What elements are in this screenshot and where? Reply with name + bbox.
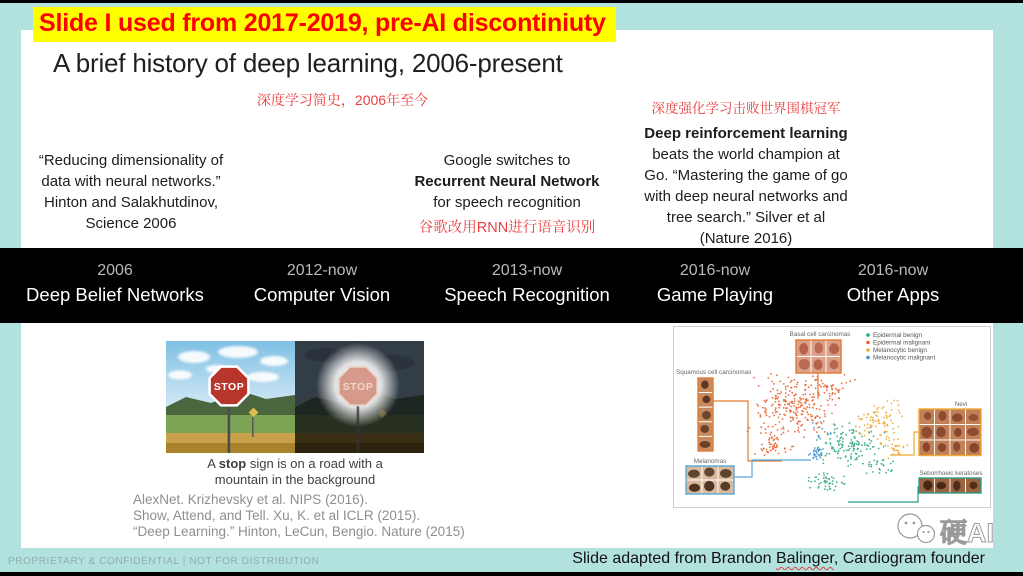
highlight-banner: Slide I used from 2017-2019, pre-AI discontiniuty [33, 7, 616, 42]
timeline-year: 2006 [97, 262, 133, 279]
stop-sign-figure [166, 341, 424, 453]
callout-label-squamous: Squamous cell carcinomas [676, 369, 752, 376]
stop-photo-attention [295, 341, 424, 453]
annotation-line-bold: Deep reinforcement learning [644, 125, 848, 142]
confidential-footer: PROPRIETARY & CONFIDENTIAL | NOT FOR DISTRIBUTION [8, 556, 320, 567]
wechat-logo-icon [898, 514, 935, 543]
watermark [888, 508, 994, 550]
legend-swatch [866, 356, 870, 360]
timeline-label: Speech Recognition [444, 284, 610, 305]
annotation-alphago [630, 123, 862, 249]
legend-swatch [866, 348, 870, 352]
misspelled-name: Balinger [775, 550, 834, 567]
legend-label: Epidermal malignant [873, 339, 931, 347]
annotation-google-rnn [377, 150, 637, 239]
title-zh-annotation: 深度学习简史，2006年至今 [256, 92, 429, 108]
annotation-line: Science 2006 [85, 215, 177, 232]
annotation-line: Hinton and Salakhutdinov, [43, 194, 218, 211]
callout-label-melanomas: Melanomas [693, 458, 727, 465]
timeline-year: 2016-now [857, 262, 929, 279]
annotation-alphago-zh: 深度强化学习击败世界围棋冠军 [651, 101, 841, 116]
annotation-zh: 谷歌改用RNN进行语音识别 [418, 220, 596, 236]
annotation-line: tree search.” Silver et al [666, 209, 826, 226]
top-black-strip [0, 0, 1023, 3]
attribution-footer: Slide adapted from Brandon Balinger, Cardiogram founder [572, 550, 985, 567]
timeline-label: Computer Vision [253, 284, 391, 305]
callout-connector [890, 432, 919, 455]
legend-swatch [866, 341, 870, 345]
annotation-line-bold: Recurrent Neural Network [414, 173, 600, 190]
timeline-item-cv [254, 260, 390, 307]
callout-connector [848, 487, 919, 502]
legend-label: Epidermal benign [873, 332, 923, 340]
timeline-label: Other Apps [846, 284, 940, 305]
sign-pole [228, 403, 231, 453]
annotation-line: Go. “Mastering the game of go [644, 167, 848, 184]
timeline-year: 2016-now [679, 262, 751, 279]
annotation-line: data with neural networks.” [41, 173, 221, 190]
callout-label-seborrhoeic: Seborrhoeic keratoses [919, 470, 983, 477]
callout-label-basal: Basal cell carcinomas [789, 331, 851, 338]
timeline-bar [0, 248, 1023, 323]
timeline-label: Game Playing [656, 284, 774, 305]
stop-sign-text: STOP [213, 381, 245, 393]
annotation-line: Google switches to [443, 152, 571, 169]
annotation-line: (Nature 2016) [699, 230, 793, 247]
stop-sign-text-faded: STOP [342, 381, 374, 393]
callout-connector [734, 460, 811, 477]
skin-figure-svg [674, 327, 991, 508]
citation-line: AlexNet. Krizhevsky et al. NIPS (2016). [133, 492, 368, 507]
timeline-item-dbn [26, 260, 204, 307]
watermark-text: 硬AI [940, 518, 994, 548]
timeline-item-games [657, 260, 773, 307]
slide-title: A brief history of deep learning, 2006-present [53, 48, 563, 78]
timeline-year: 2013-now [491, 262, 563, 279]
legend-label: Melanocytic benign [873, 347, 927, 355]
callout-label-nevi: Nevi [954, 401, 968, 408]
annotation-hinton [25, 150, 237, 234]
citation-line: “Deep Learning.” Hinton, LeCun, Bengio. Nature (2015) [133, 524, 465, 539]
citation-list [133, 492, 465, 540]
annotation-line: beats the world champion at [652, 146, 840, 163]
annotation-line: for speech recognition [433, 194, 581, 211]
stop-figure-caption: A stop sign is on a road with a mountain in the background [207, 456, 383, 487]
bottom-black-strip [0, 572, 1023, 576]
legend-label: Melanocytic malignant [873, 354, 936, 362]
legend-swatch [866, 333, 870, 337]
annotation-line: “Reducing dimensionality of [38, 152, 224, 169]
citation-line: Show, Attend, and Tell. Xu, K. et al ICLR (2015). [133, 508, 421, 523]
timeline-year: 2012-now [286, 262, 358, 279]
timeline-item-other [847, 260, 940, 307]
stop-photo-original [166, 341, 295, 453]
annotation-line: with deep neural networks and [644, 188, 848, 205]
timeline-label: Deep Belief Networks [26, 284, 204, 305]
timeline-item-speech [444, 260, 610, 307]
skin-lesion-tsne-figure [673, 326, 991, 508]
